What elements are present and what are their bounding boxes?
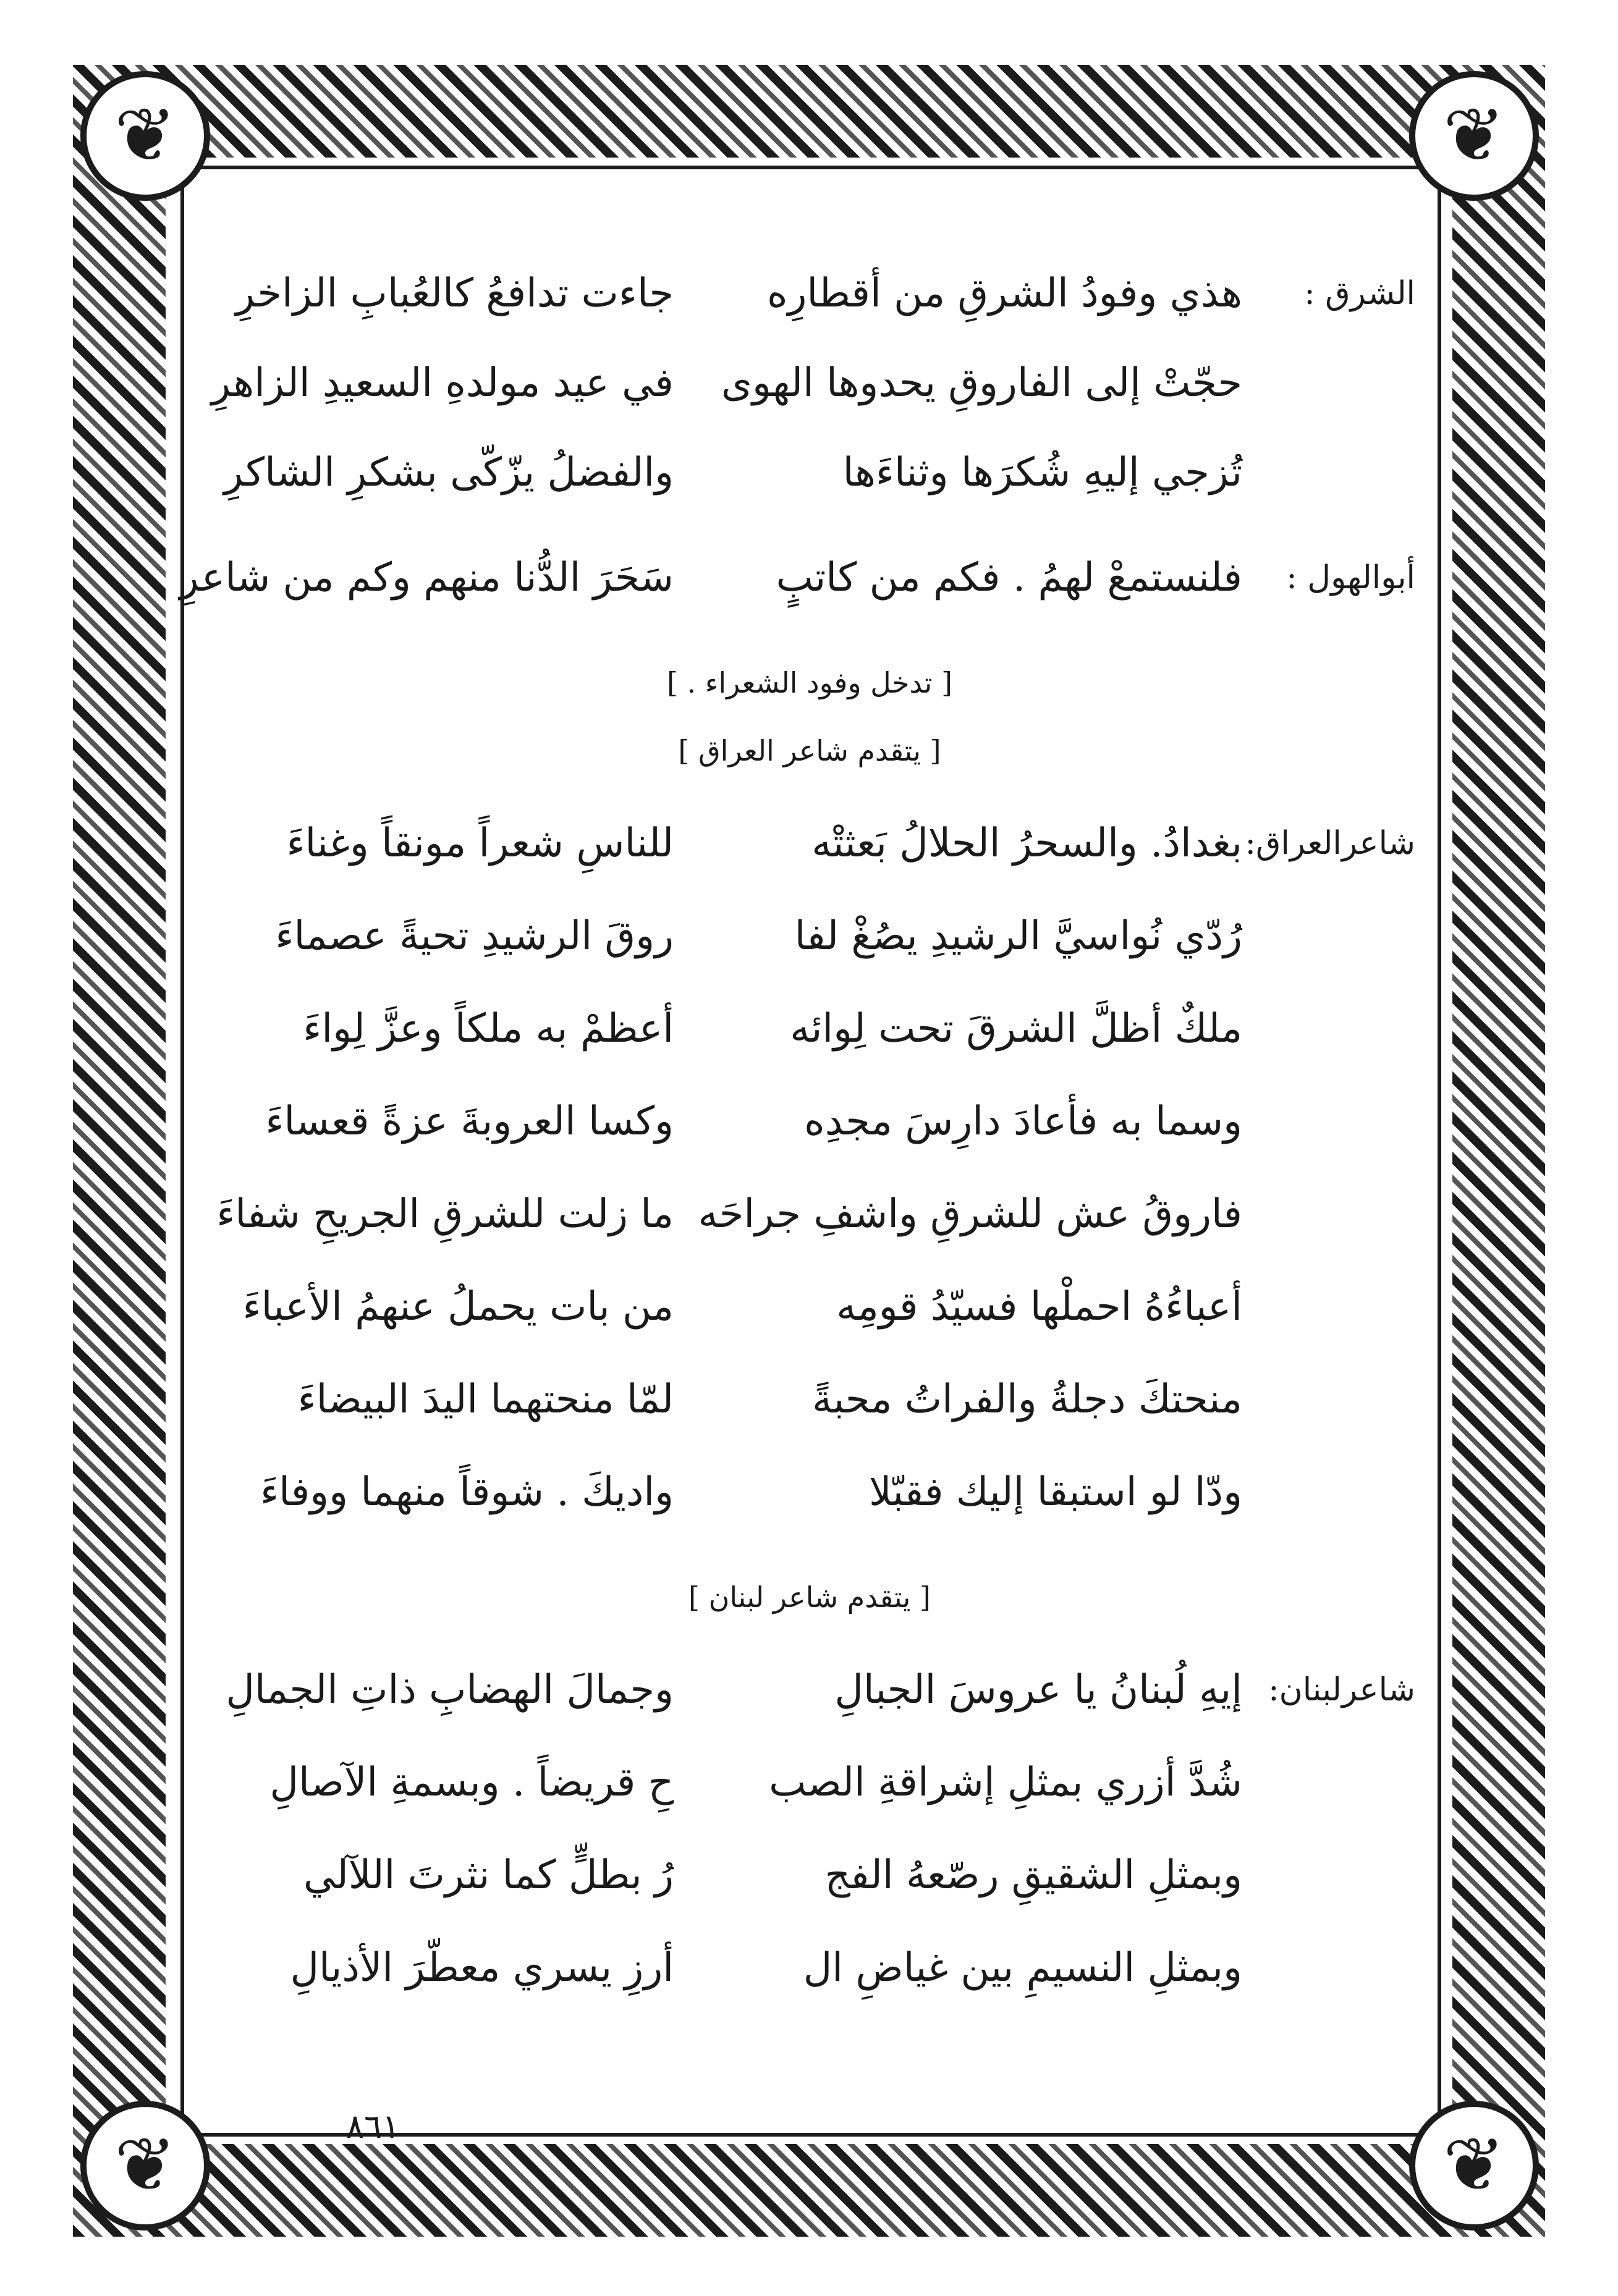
verse-second-hemistich: أعظمْ به ملكاً وعزَّ لِواءَ — [303, 1006, 674, 1052]
speaker-label: أبوالهول : — [1286, 559, 1415, 596]
stage-direction: [ يتقدم شاعر لبنان ] — [688, 1581, 931, 1614]
verse-second-hemistich: لمّا منحتهما اليدَ البيضاءَ — [297, 1377, 674, 1422]
verse-first-hemistich: رُدّي نُواسيَّ الرشيدِ يصُغْ لفا — [794, 913, 1242, 959]
verse-row — [204, 1922, 1415, 2014]
stage-direction: [ تدخل وفود الشعراء . ] — [666, 666, 953, 699]
verse-second-hemistich: جاءت تدافعُ كالعُبابِ الزاخرِ — [235, 271, 674, 316]
verse-second-hemistich: في عيد مولدهِ السعيدِ الزاهرِ — [211, 360, 674, 406]
verse-second-hemistich: أرزِ يسري معطّرَ الأذيالِ — [290, 1945, 674, 1991]
verse-row — [204, 1829, 1415, 1922]
verse-second-hemistich: سَحَرَ الدُّنا منهم وكم من شاعرِ — [179, 555, 674, 601]
verse-second-hemistich: للناسِ شعراً مونقاً وغناءَ — [286, 821, 674, 866]
verse-first-hemistich: وبمثلِ النسيمِ بين غياضِ ال — [803, 1945, 1242, 1991]
verse-first-hemistich: فلنستمعْ لهمُ . فكم من كاتبٍ — [776, 555, 1242, 601]
verse-first-hemistich: ملكٌ أظلَّ الشرقَ تحت لِوائه — [790, 1006, 1242, 1052]
verse-first-hemistich: فاروقُ عش للشرقِ واشفِ جراحَه — [698, 1191, 1242, 1237]
verse-second-hemistich: وكسا العروبةَ عزةً قعساءَ — [265, 1099, 674, 1144]
speaker-label: شاعرلبنان: — [1268, 1671, 1415, 1708]
verse-first-hemistich: بغدادُ. والسحرُ الحلالُ بَعثتْه — [811, 821, 1242, 866]
verse-first-hemistich: إيهِ لُبنانُ يا عروسَ الجبالِ — [834, 1667, 1242, 1713]
verse-second-hemistich: رُ بطلٍّ كما نثرتَ اللآلي — [303, 1852, 674, 1898]
page-number: ٨٦١ — [346, 2107, 400, 2146]
corner-ornament-icon: ❦ — [80, 2101, 210, 2231]
verse-row — [204, 247, 1415, 340]
speaker-label: الشرق : — [1304, 275, 1415, 312]
verse-second-hemistich: واديكَ . شوقاً منهما ووفاءَ — [260, 1469, 674, 1515]
verse-second-hemistich: روقَ الرشيدِ تحيةً عصماءَ — [275, 913, 674, 959]
verse-first-hemistich: هذي وفودُ الشرقِ من أقطارِه — [766, 271, 1242, 316]
verse-first-hemistich: منحتكَ دجلةُ والفراتُ محبةً — [812, 1377, 1242, 1422]
verse-row — [204, 1446, 1415, 1538]
verse-second-hemistich: من بات يحملُ عنهمُ الأعباءَ — [242, 1284, 674, 1330]
verse-row — [204, 1353, 1415, 1446]
verse-row — [204, 797, 1415, 890]
corner-ornament-icon: ❦ — [1409, 2101, 1539, 2231]
verse-first-hemistich: تُزجي إليهِ شُكرَها وثناءَها — [842, 450, 1242, 496]
verse-second-hemistich: حِ قريضاً . وبسمةِ الآصالِ — [269, 1760, 674, 1805]
verse-row — [204, 890, 1415, 982]
verse-second-hemistich: وجمالَ الهضابِ ذاتِ الجمالِ — [226, 1667, 674, 1713]
verse-row — [204, 337, 1415, 429]
corner-ornament-icon: ❦ — [80, 71, 210, 201]
verse-first-hemistich: وبمثلِ الشقيقِ رصّعهُ الفج — [824, 1852, 1242, 1898]
verse-row — [204, 1736, 1415, 1829]
verse-first-hemistich: ودّا لو استبقا إليك فقبّلا — [868, 1469, 1242, 1515]
verse-row — [204, 982, 1415, 1075]
verse-row — [204, 1168, 1415, 1260]
verse-first-hemistich: وسما به فأعادَ دارِسَ مجدِه — [804, 1099, 1242, 1144]
verse-row — [204, 1644, 1415, 1736]
verse-row — [204, 1075, 1415, 1168]
stage-direction: [ يتقدم شاعر العراق ] — [678, 734, 941, 767]
poem-page — [179, 185, 1415, 2146]
verse-first-hemistich: حجّتْ إلى الفاروقِ يحدوها الهوى — [721, 360, 1242, 406]
verse-second-hemistich: ما زلت للشرقِ الجريحِ شفاءَ — [216, 1191, 674, 1237]
verse-second-hemistich: والفضلُ يزّكّى بشكرِ الشاكرِ — [224, 450, 674, 496]
verse-row — [179, 531, 1415, 624]
corner-ornament-icon: ❦ — [1409, 71, 1539, 201]
speaker-label: شاعرالعراق: — [1245, 825, 1415, 862]
verse-first-hemistich: شُدَّ أزري بمثلِ إشراقةِ الصب — [769, 1760, 1242, 1805]
verse-row — [204, 1260, 1415, 1353]
verse-row — [204, 426, 1415, 519]
verse-first-hemistich: أعباءُهُ احملْها فسيّدُ قومِه — [836, 1284, 1242, 1330]
